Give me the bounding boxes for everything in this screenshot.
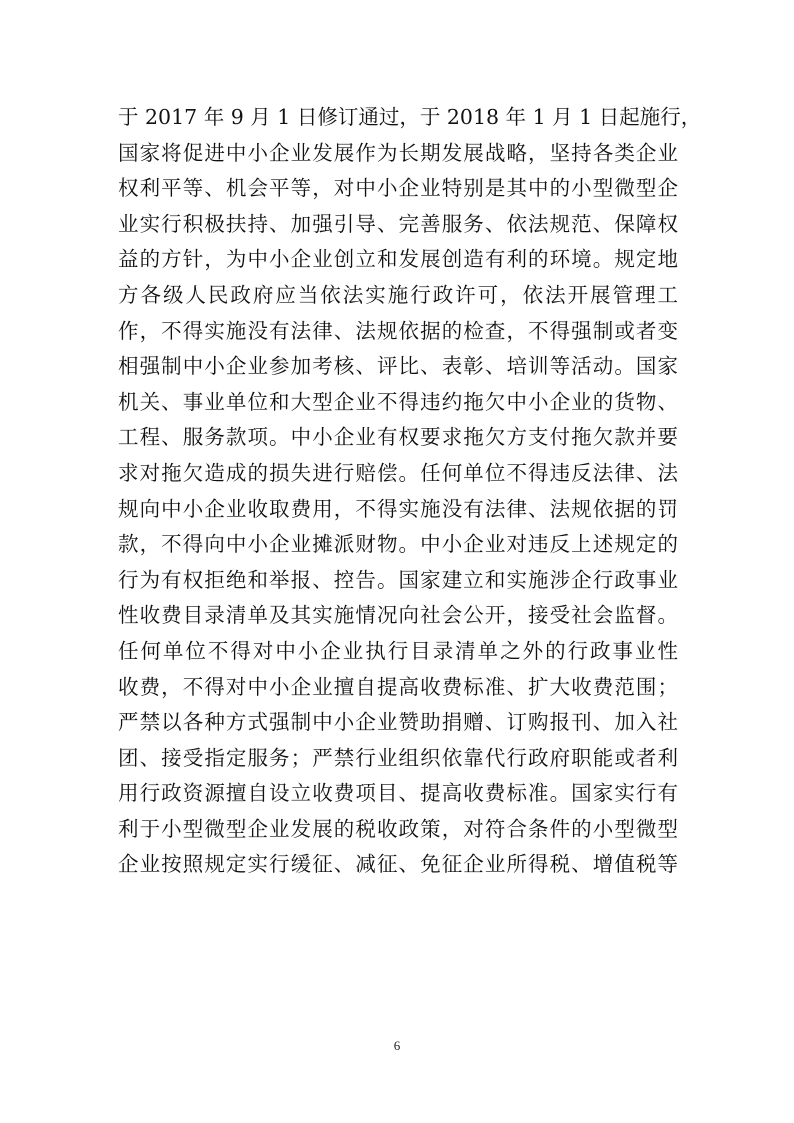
page-number: 6 xyxy=(393,1038,401,1053)
text-line: 利于小型微型企业发展的税收政策，对符合条件的小型微型 xyxy=(118,816,678,841)
text-line: 行为有权拒绝和举报、控告。国家建立和实施涉企行政事业 xyxy=(118,567,678,592)
text-line: 方各级人民政府应当依法实施行政许可，依法开展管理工 xyxy=(118,282,678,307)
text-line: 团、接受指定服务；严禁行业组织依靠代行政府职能或者利 xyxy=(118,745,678,770)
text-line: 款，不得向中小企业摊派财物。中小企业对违反上述规定的 xyxy=(118,532,678,557)
text-line: 国家将促进中小企业发展作为长期发展战略，坚持各类企业 xyxy=(118,140,678,165)
text-line: 规向中小企业收取费用，不得实施没有法律、法规依据的罚 xyxy=(118,496,678,521)
text-line: 益的方针，为中小企业创立和发展创造有利的环境。规定地 xyxy=(118,247,678,272)
text-line: 于 2017 年 9 月 1 日修订通过，于 2018 年 1 月 1 日起施行， xyxy=(118,105,702,129)
text-line: 收费，不得对中小企业擅自提高收费标准、扩大收费范围； xyxy=(118,674,678,699)
text-line: 权利平等、机会平等，对中小企业特别是其中的小型微型企 xyxy=(118,176,678,201)
text-line: 严禁以各种方式强制中小企业赞助捐赠、订购报刊、加入社 xyxy=(118,710,678,735)
text-line: 机关、事业单位和大型企业不得违约拖欠中小企业的货物、 xyxy=(118,389,678,414)
text-line: 性收费目录清单及其实施情况向社会公开，接受社会监督。 xyxy=(118,603,678,628)
text-line: 任何单位不得对中小企业执行目录清单之外的行政事业性 xyxy=(118,638,678,663)
text-line: 企业按照规定实行缓征、减征、免征企业所得税、增值税等 xyxy=(118,852,678,877)
text-line: 工程、服务款项。中小企业有权要求拖欠方支付拖欠款并要 xyxy=(118,425,678,450)
text-line: 业实行积极扶持、加强引导、完善服务、依法规范、保障权 xyxy=(118,211,678,236)
body-paragraph xyxy=(118,100,702,883)
text-line: 用行政资源擅自设立收费项目、提高收费标准。国家实行有 xyxy=(118,781,678,806)
text-line: 求对拖欠造成的损失进行赔偿。任何单位不得违反法律、法 xyxy=(118,460,678,485)
text-line: 相强制中小企业参加考核、评比、表彰、培训等活动。国家 xyxy=(118,354,678,379)
text-line: 作，不得实施没有法律、法规依据的检查，不得强制或者变 xyxy=(118,318,678,343)
